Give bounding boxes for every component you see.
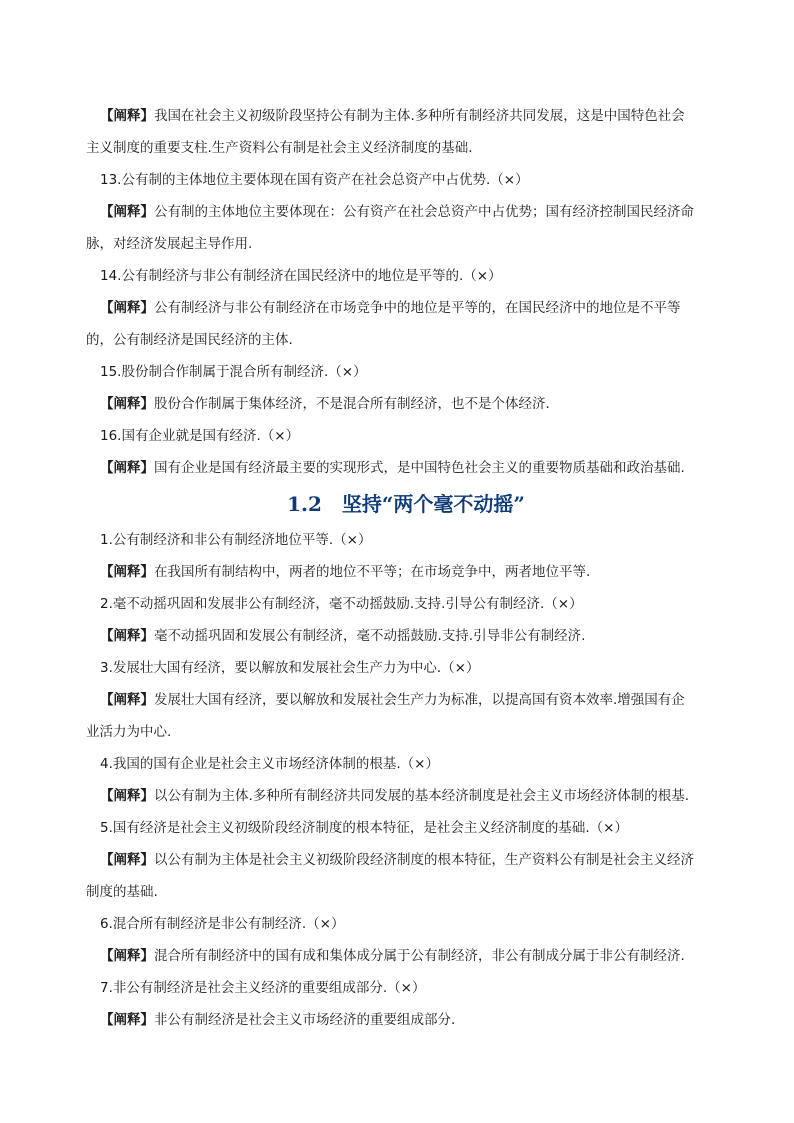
explanation-3-continuation: 业活力为中心. xyxy=(86,724,172,740)
explanation-tag: 【阐释】 xyxy=(100,300,154,316)
explanation-2 xyxy=(100,620,720,652)
explanation-3 xyxy=(100,684,720,716)
explanation-16 xyxy=(100,452,720,484)
explanation-tag: 【阐释】 xyxy=(100,396,154,412)
explanation-text: 股份合作制属于集体经济，不是混合所有制经济，也不是个体经济. xyxy=(154,396,550,412)
question-13: 13.公有制的主体地位主要体现在国有资产在社会总资产中占优势.（×） xyxy=(100,172,529,188)
explanation-7 xyxy=(100,1004,720,1036)
explanation-tag: 【阐释】 xyxy=(100,852,154,868)
question-16: 16.国有企业就是国有经济.（×） xyxy=(100,428,300,444)
explanation-text: 在我国所有制结构中，两者的地位不平等；在市场竞争中，两者地位平等. xyxy=(154,564,591,580)
explanation-text: 以公有制为主体是社会主义初级阶段经济制度的根本特征，生产资料公有制是社会主义经济 xyxy=(154,852,694,868)
explanation-continuation: 主义制度的重要支柱.生产资料公有制是社会主义经济制度的基础. xyxy=(86,140,473,156)
explanation-text: 我国在社会主义初级阶段坚持公有制为主体.多种所有制经济共同发展，这是中国特色社会 xyxy=(154,108,685,124)
question-4: 4.我国的国有企业是社会主义市场经济体制的根基.（×） xyxy=(100,756,439,772)
explanation-text: 毫不动摇巩固和发展公有制经济，毫不动摇鼓励.支持.引导非公有制经济. xyxy=(154,628,586,644)
explanation-text: 国有企业是国有经济最主要的实现形式，是中国特色社会主义的重要物质基础和政治基础. xyxy=(154,460,685,476)
explanation-5-continuation: 制度的基础. xyxy=(86,884,158,900)
section-title: 1.2 坚持“两个毫不动摇” xyxy=(287,492,525,516)
explanation-text: 公有制经济与非公有制经济在市场竞争中的地位是平等的，在国民经济中的地位是不平等 xyxy=(154,300,681,316)
explanation-15 xyxy=(100,388,720,420)
explanation-4 xyxy=(100,780,720,812)
question-3: 3.发展壮大国有经济，要以解放和发展社会生产力为中心.（×） xyxy=(100,660,480,676)
explanation-text: 以公有制为主体.多种所有制经济共同发展的基本经济制度是社会主义市场经济体制的根基. xyxy=(154,788,690,804)
explanation-tag: 【阐释】 xyxy=(100,788,154,804)
question-2: 2.毫不动摇巩固和发展非公有制经济，毫不动摇鼓励.支持.引导公有制经济.（×） xyxy=(100,596,583,612)
explanation-tag: 【阐释】 xyxy=(100,460,154,476)
explanation-text: 公有制的主体地位主要体现在：公有资产在社会总资产中占优势；国有经济控制国民经济命 xyxy=(154,204,694,220)
explanation-tag: 【阐释】 xyxy=(100,1012,154,1028)
explanation-14-continuation: 的，公有制经济是国民经济的主体. xyxy=(86,332,293,348)
explanation-5 xyxy=(100,844,720,876)
explanation-tag: 【阐释】 xyxy=(100,108,154,124)
explanation-14 xyxy=(100,292,720,324)
explanation-text: 非公有制经济是社会主义市场经济的重要组成部分. xyxy=(154,1012,456,1028)
question-7: 7.非公有制经济是社会主义经济的重要组成部分.（×） xyxy=(100,980,426,996)
question-5: 5.国有经济是社会主义初级阶段经济制度的根本特征，是社会主义经济制度的基础.（×） xyxy=(100,820,628,836)
explanation-6 xyxy=(100,940,720,972)
explanation-paragraph xyxy=(100,100,720,132)
question-15: 15.股份制合作制属于混合所有制经济.（×） xyxy=(100,364,367,380)
question-6: 6.混合所有制经济是非公有制经济.（×） xyxy=(100,916,345,932)
explanation-tag: 【阐释】 xyxy=(100,628,154,644)
document-body xyxy=(86,100,720,1036)
explanation-13-continuation: 脉，对经济发展起主导作用. xyxy=(86,236,253,252)
explanation-tag: 【阐释】 xyxy=(100,692,154,708)
explanation-1 xyxy=(100,556,720,588)
explanation-text: 发展壮大国有经济，要以解放和发展社会生产力为标准，以提高国有资本效率.增强国有企 xyxy=(154,692,685,708)
explanation-13 xyxy=(100,196,720,228)
explanation-tag: 【阐释】 xyxy=(100,948,154,964)
explanation-text: 混合所有制经济中的国有成和集体成分属于公有制经济，非公有制成分属于非公有制经济. xyxy=(154,948,685,964)
question-14: 14.公有制经济与非公有制经济在国民经济中的地位是平等的.（×） xyxy=(100,268,502,284)
question-1: 1.公有制经济和非公有制经济地位平等.（×） xyxy=(100,532,372,548)
explanation-tag: 【阐释】 xyxy=(100,564,154,580)
explanation-tag: 【阐释】 xyxy=(100,204,154,220)
